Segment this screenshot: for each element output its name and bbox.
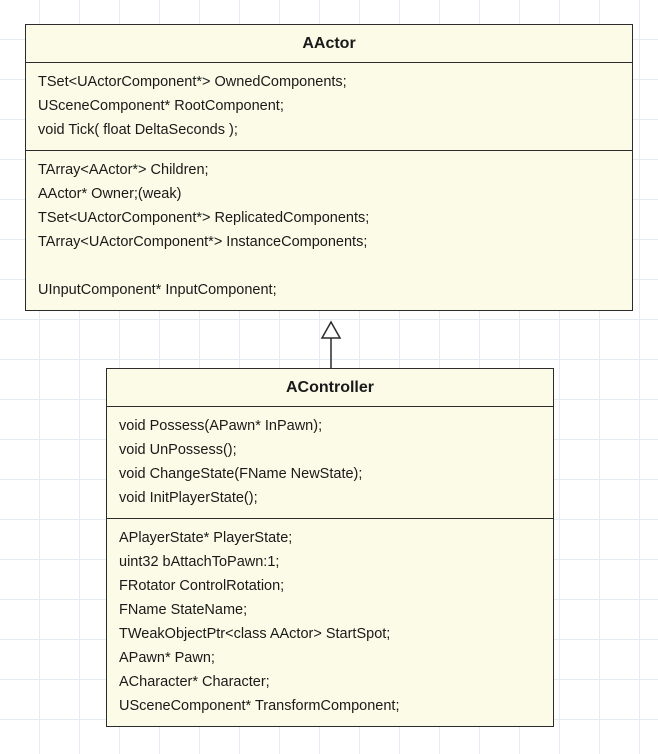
uml-member-line: FName StateName; xyxy=(119,602,248,618)
uml-member-line: TWeakObjectPtr<class AActor> StartSpot; xyxy=(119,626,391,642)
uml-member-line: USceneComponent* TransformComponent; xyxy=(119,698,400,714)
uml-class-title: AActor xyxy=(26,25,632,63)
uml-member-line: void InitPlayerState(); xyxy=(119,490,258,506)
generalization-arrow xyxy=(310,320,352,370)
uml-compartment-attributes xyxy=(26,151,632,310)
uml-member-line: APlayerState* PlayerState; xyxy=(119,530,293,546)
uml-class-acontroller[interactable] xyxy=(106,368,554,727)
generalization-arrow-icon xyxy=(310,320,352,370)
uml-member-line: ACharacter* Character; xyxy=(119,674,270,690)
uml-member-line: void UnPossess(); xyxy=(119,442,237,458)
uml-member-line: uint32 bAttachToPawn:1; xyxy=(119,554,280,570)
uml-member-line: TArray<AActor*> Children; xyxy=(38,162,209,178)
uml-member-line-blank xyxy=(38,254,622,278)
uml-member-line: void Possess(APawn* InPawn); xyxy=(119,418,323,434)
uml-member-line: void Tick( float DeltaSeconds ); xyxy=(38,122,238,138)
uml-member-line: TSet<UActorComponent*> ReplicatedComponents; xyxy=(38,210,370,226)
uml-member-line: TArray<UActorComponent*> InstanceComponents; xyxy=(38,234,368,250)
uml-member-line: AActor* Owner;(weak) xyxy=(38,186,182,202)
uml-compartment-methods xyxy=(26,63,632,151)
uml-class-aactor[interactable] xyxy=(25,24,633,311)
uml-member-line: USceneComponent* RootComponent; xyxy=(38,98,284,114)
uml-class-title: AController xyxy=(107,369,553,407)
uml-member-line: APawn* Pawn; xyxy=(119,650,215,666)
uml-member-line: TSet<UActorComponent*> OwnedComponents; xyxy=(38,74,347,90)
uml-compartment-methods xyxy=(107,407,553,519)
uml-compartment-attributes xyxy=(107,519,553,726)
uml-member-line: void ChangeState(FName NewState); xyxy=(119,466,363,482)
uml-member-line: FRotator ControlRotation; xyxy=(119,578,285,594)
uml-member-line: UInputComponent* InputComponent; xyxy=(38,282,277,298)
